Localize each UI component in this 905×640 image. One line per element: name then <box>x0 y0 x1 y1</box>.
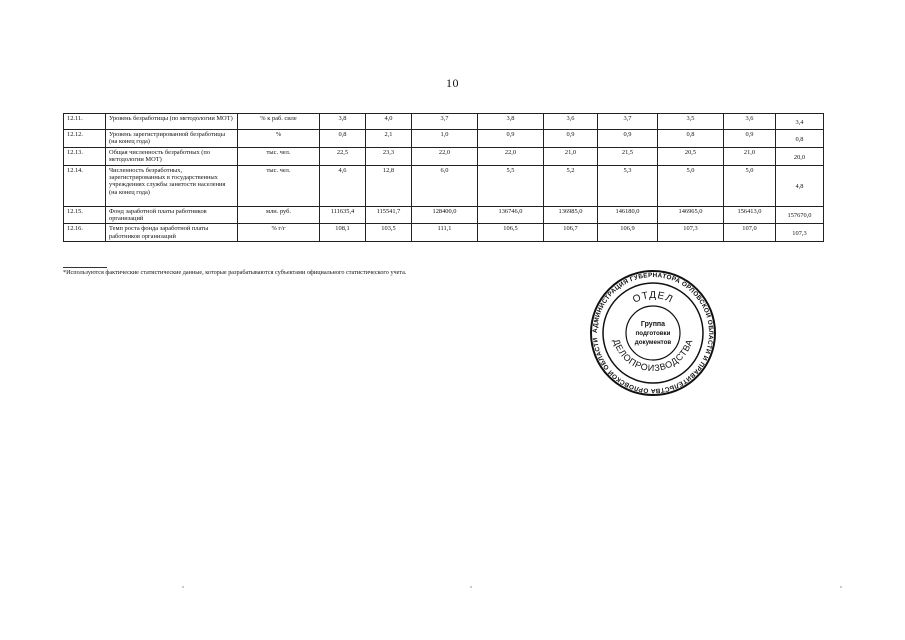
value-cell: 106,5 <box>478 224 544 242</box>
value-cell: 21,0 <box>724 147 776 165</box>
row-number: 12.12. <box>64 130 106 148</box>
value-cell: 23,3 <box>366 147 412 165</box>
value-cell: 3,7 <box>598 114 658 130</box>
value-cell: 22,5 <box>320 147 366 165</box>
svg-text:ОТДЕЛ <box>631 290 675 306</box>
table-row <box>64 224 824 242</box>
row-number: 12.14. <box>64 165 106 206</box>
indicator-name: Общая численность безработных (по методологии МОТ) <box>106 147 238 165</box>
stamp-outer-text: АДМИНИСТРАЦИЯ ГУБЕРНАТОРА ОРЛОВСКОЙ ОБЛАСТИ И ПРАВИТЕЛЬСТВА ОРЛОВСКОЙ ОБЛАСТИ <box>591 271 715 395</box>
value-cell: 5,0 <box>658 165 724 206</box>
row-number: 12.13. <box>64 147 106 165</box>
indicator-name: Темп роста фонда заработной платы работников организаций <box>106 224 238 242</box>
scan-speck <box>470 586 472 588</box>
stamp-center-line3: документов <box>634 339 672 346</box>
indicator-name: Уровень зарегистрированной безработицы (на конец года) <box>106 130 238 148</box>
value-cell: 4,6 <box>320 165 366 206</box>
value-cell: 12,8 <box>366 165 412 206</box>
indicators-table <box>63 113 824 242</box>
page-number: 10 <box>446 76 459 90</box>
unit-cell: % <box>238 130 320 148</box>
value-cell: 3,5 <box>658 114 724 130</box>
value-cell: 111,1 <box>412 224 478 242</box>
value-cell: 5,2 <box>544 165 598 206</box>
value-cell: 21,5 <box>598 147 658 165</box>
value-cell: 106,9 <box>598 224 658 242</box>
row-number: 12.16. <box>64 224 106 242</box>
value-cell: 6,0 <box>412 165 478 206</box>
value-cell: 0,8 <box>658 130 724 148</box>
unit-cell: % к раб. силе <box>238 114 320 130</box>
value-cell: 3,8 <box>320 114 366 130</box>
value-cell: 3,4 <box>776 114 824 130</box>
unit-cell: млн. руб. <box>238 206 320 224</box>
unit-cell: % г/г <box>238 224 320 242</box>
value-cell: 0,8 <box>776 130 824 148</box>
value-cell: 136985,0 <box>544 206 598 224</box>
stamp-arc-top: ОТДЕЛ <box>631 289 675 306</box>
value-cell: 111635,4 <box>320 206 366 224</box>
value-cell: 157670,0 <box>776 206 824 224</box>
value-cell: 3,6 <box>544 114 598 130</box>
value-cell: 5,5 <box>478 165 544 206</box>
value-cell: 146180,0 <box>598 206 658 224</box>
value-cell: 20,0 <box>776 147 824 165</box>
value-cell: 0,9 <box>478 130 544 148</box>
indicator-name: Фонд заработной платы работников организаций <box>106 206 238 224</box>
stamp-center-line2: подготовки <box>635 330 671 337</box>
value-cell: 5,0 <box>724 165 776 206</box>
value-cell: 146965,0 <box>658 206 724 224</box>
value-cell: 3,7 <box>412 114 478 130</box>
stamp-arc-bottom: ДЕЛОПРОИЗВОДСТВА <box>611 337 695 374</box>
value-cell: 4,0 <box>366 114 412 130</box>
value-cell: 2,1 <box>366 130 412 148</box>
footnote-rule <box>63 267 107 268</box>
value-cell: 22,0 <box>478 147 544 165</box>
value-cell: 20,5 <box>658 147 724 165</box>
value-cell: 4,8 <box>776 165 824 206</box>
value-cell: 0,8 <box>320 130 366 148</box>
value-cell: 5,3 <box>598 165 658 206</box>
scan-speck <box>840 586 842 588</box>
value-cell: 22,0 <box>412 147 478 165</box>
scan-speck <box>182 586 184 588</box>
value-cell: 21,0 <box>544 147 598 165</box>
value-cell: 115541,7 <box>366 206 412 224</box>
stamp-center-line1: Группа <box>640 321 666 328</box>
table-row <box>64 130 824 148</box>
value-cell: 106,7 <box>544 224 598 242</box>
value-cell: 103,5 <box>366 224 412 242</box>
value-cell: 136746,0 <box>478 206 544 224</box>
indicator-name: Численность безработных, зарегистрированных в государственных учреждениях службы занятости населения (на конец года) <box>106 165 238 206</box>
row-number: 12.11. <box>64 114 106 130</box>
table-row <box>64 206 824 224</box>
table-row <box>64 165 824 206</box>
value-cell: 108,1 <box>320 224 366 242</box>
unit-cell: тыс. чел. <box>238 165 320 206</box>
value-cell: 107,3 <box>658 224 724 242</box>
office-stamp <box>588 268 718 398</box>
row-number: 12.15. <box>64 206 106 224</box>
unit-cell: тыс. чел. <box>238 147 320 165</box>
value-cell: 0,9 <box>544 130 598 148</box>
value-cell: 0,9 <box>724 130 776 148</box>
value-cell: 3,8 <box>478 114 544 130</box>
value-cell: 3,6 <box>724 114 776 130</box>
value-cell: 0,9 <box>598 130 658 148</box>
footnote: *Используются фактические статистические данные, которые разрабатываются субъектами официального статистического учета. <box>63 269 407 276</box>
indicator-name: Уровень безработицы (по методологии МОТ) <box>106 114 238 130</box>
value-cell: 107,0 <box>724 224 776 242</box>
value-cell: 128400,0 <box>412 206 478 224</box>
value-cell: 1,0 <box>412 130 478 148</box>
value-cell: 107,3 <box>776 224 824 242</box>
table-row <box>64 147 824 165</box>
table-row <box>64 114 824 130</box>
value-cell: 156413,0 <box>724 206 776 224</box>
